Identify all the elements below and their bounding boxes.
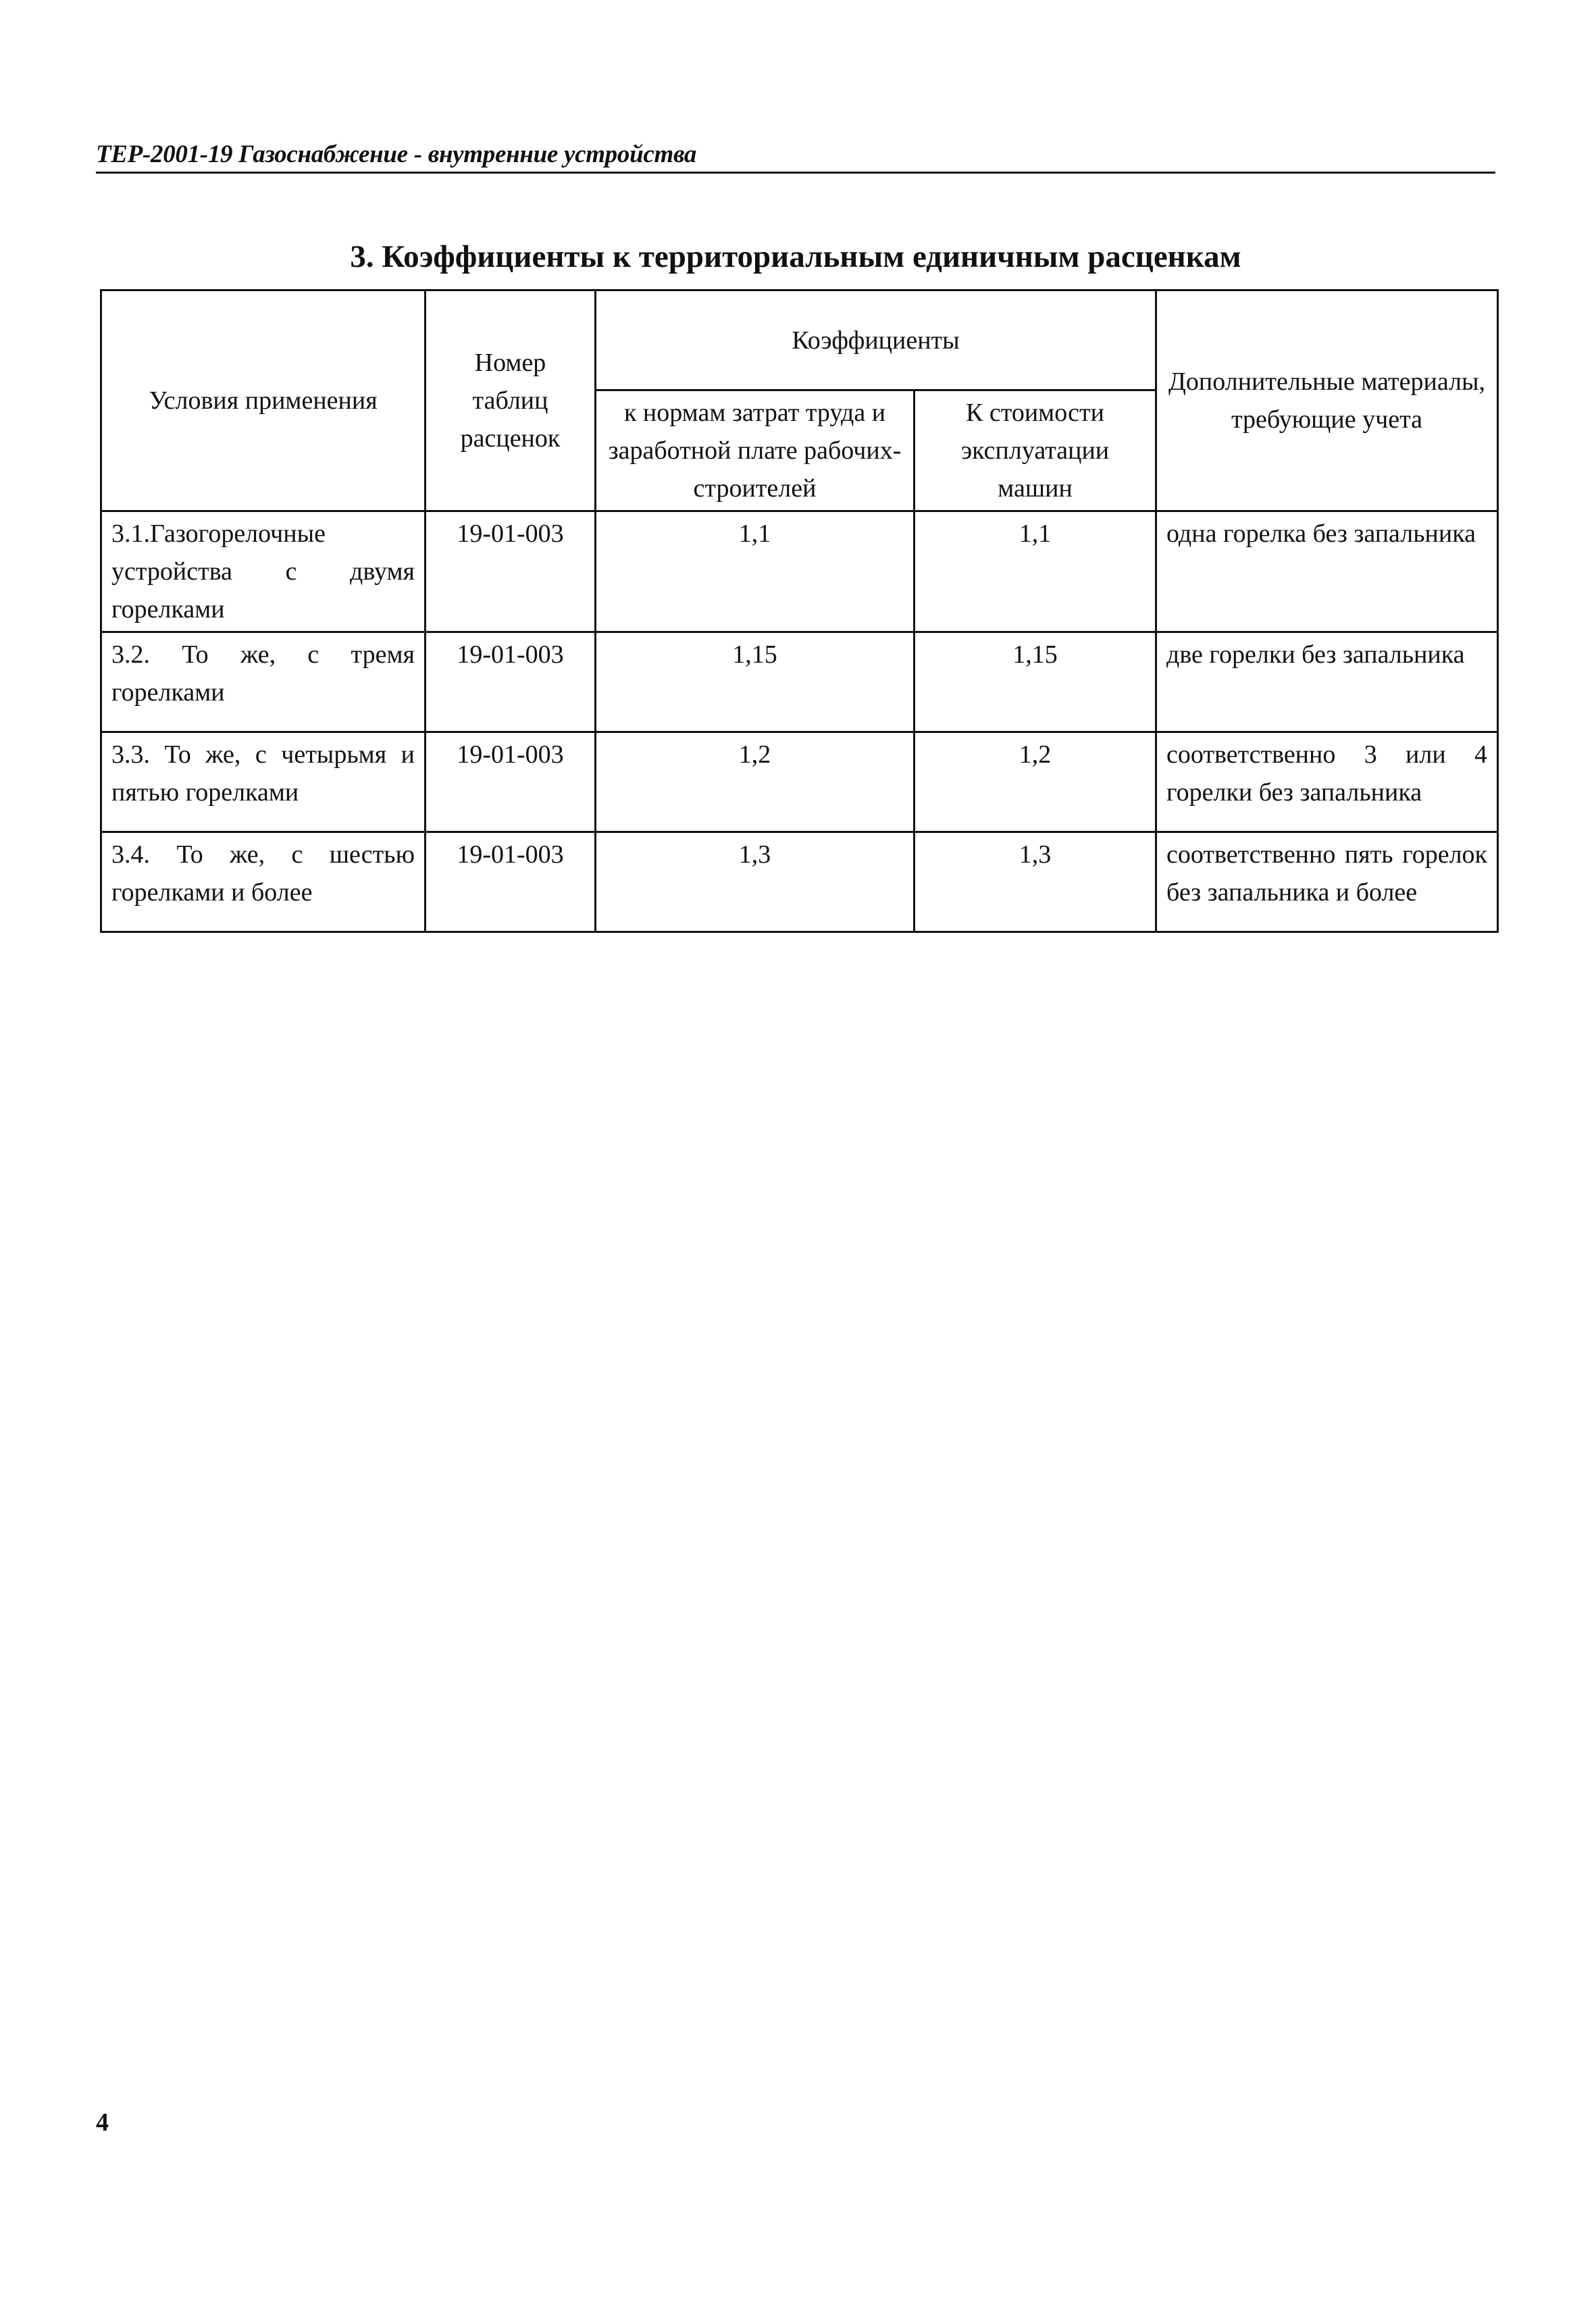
header-conditions: Условия применения: [101, 290, 426, 511]
cell-coef-machines: 1,15: [915, 632, 1156, 732]
cell-coef-labor: 1,15: [596, 632, 915, 732]
header-rule: [96, 172, 1495, 174]
coefficients-table: [100, 289, 1499, 933]
page-number: 4: [96, 2108, 109, 2137]
cell-coef-machines: 1,3: [915, 832, 1156, 932]
cell-condition: 3.3. То же, с четырьмя и пятью горелками: [101, 732, 426, 832]
cell-condition: 3.2. То же, с тремя горелками: [101, 632, 426, 732]
cell-additional-materials: соответственно пять горелок без запальника и более: [1156, 832, 1498, 932]
header-table-number: Номер таблиц расценок: [426, 290, 596, 511]
header-coef-machines: К стоимости эксплуатации машин: [915, 390, 1156, 511]
table-row: [101, 732, 1498, 832]
header-coefficients: Коэффициенты: [596, 290, 1156, 390]
cell-coef-labor: 1,2: [596, 732, 915, 832]
section-title: 3. Коэффициенты к территориальным единичным расценкам: [350, 239, 1241, 274]
cell-additional-materials: соответственно 3 или 4 горелки без запальника: [1156, 732, 1498, 832]
header-coef-labor: к нормам затрат труда и заработной плате рабочих-строителей: [596, 390, 915, 511]
table-row: [101, 511, 1498, 632]
cell-table-number: 19-01-003: [426, 832, 596, 932]
header-additional-materials: Дополнительные материалы, требующие учета: [1156, 290, 1498, 511]
table-row: [101, 832, 1498, 932]
cell-condition: 3.1.Газогорелочные устройства с двумя горелками: [101, 511, 426, 632]
running-header: ТЕР-2001-19 Газоснабжение - внутренние устройства: [96, 141, 697, 168]
cell-table-number: 19-01-003: [426, 511, 596, 632]
cell-coef-machines: 1,2: [915, 732, 1156, 832]
cell-coef-labor: 1,3: [596, 832, 915, 932]
cell-coef-machines: 1,1: [915, 511, 1156, 632]
cell-additional-materials: две горелки без запальника: [1156, 632, 1498, 732]
cell-table-number: 19-01-003: [426, 632, 596, 732]
cell-condition: 3.4. То же, с шестью горелками и более: [101, 832, 426, 932]
table-row: [101, 632, 1498, 732]
cell-coef-labor: 1,1: [596, 511, 915, 632]
table-header-row: [101, 290, 1498, 390]
cell-table-number: 19-01-003: [426, 732, 596, 832]
cell-additional-materials: одна горелка без запальника: [1156, 511, 1498, 632]
